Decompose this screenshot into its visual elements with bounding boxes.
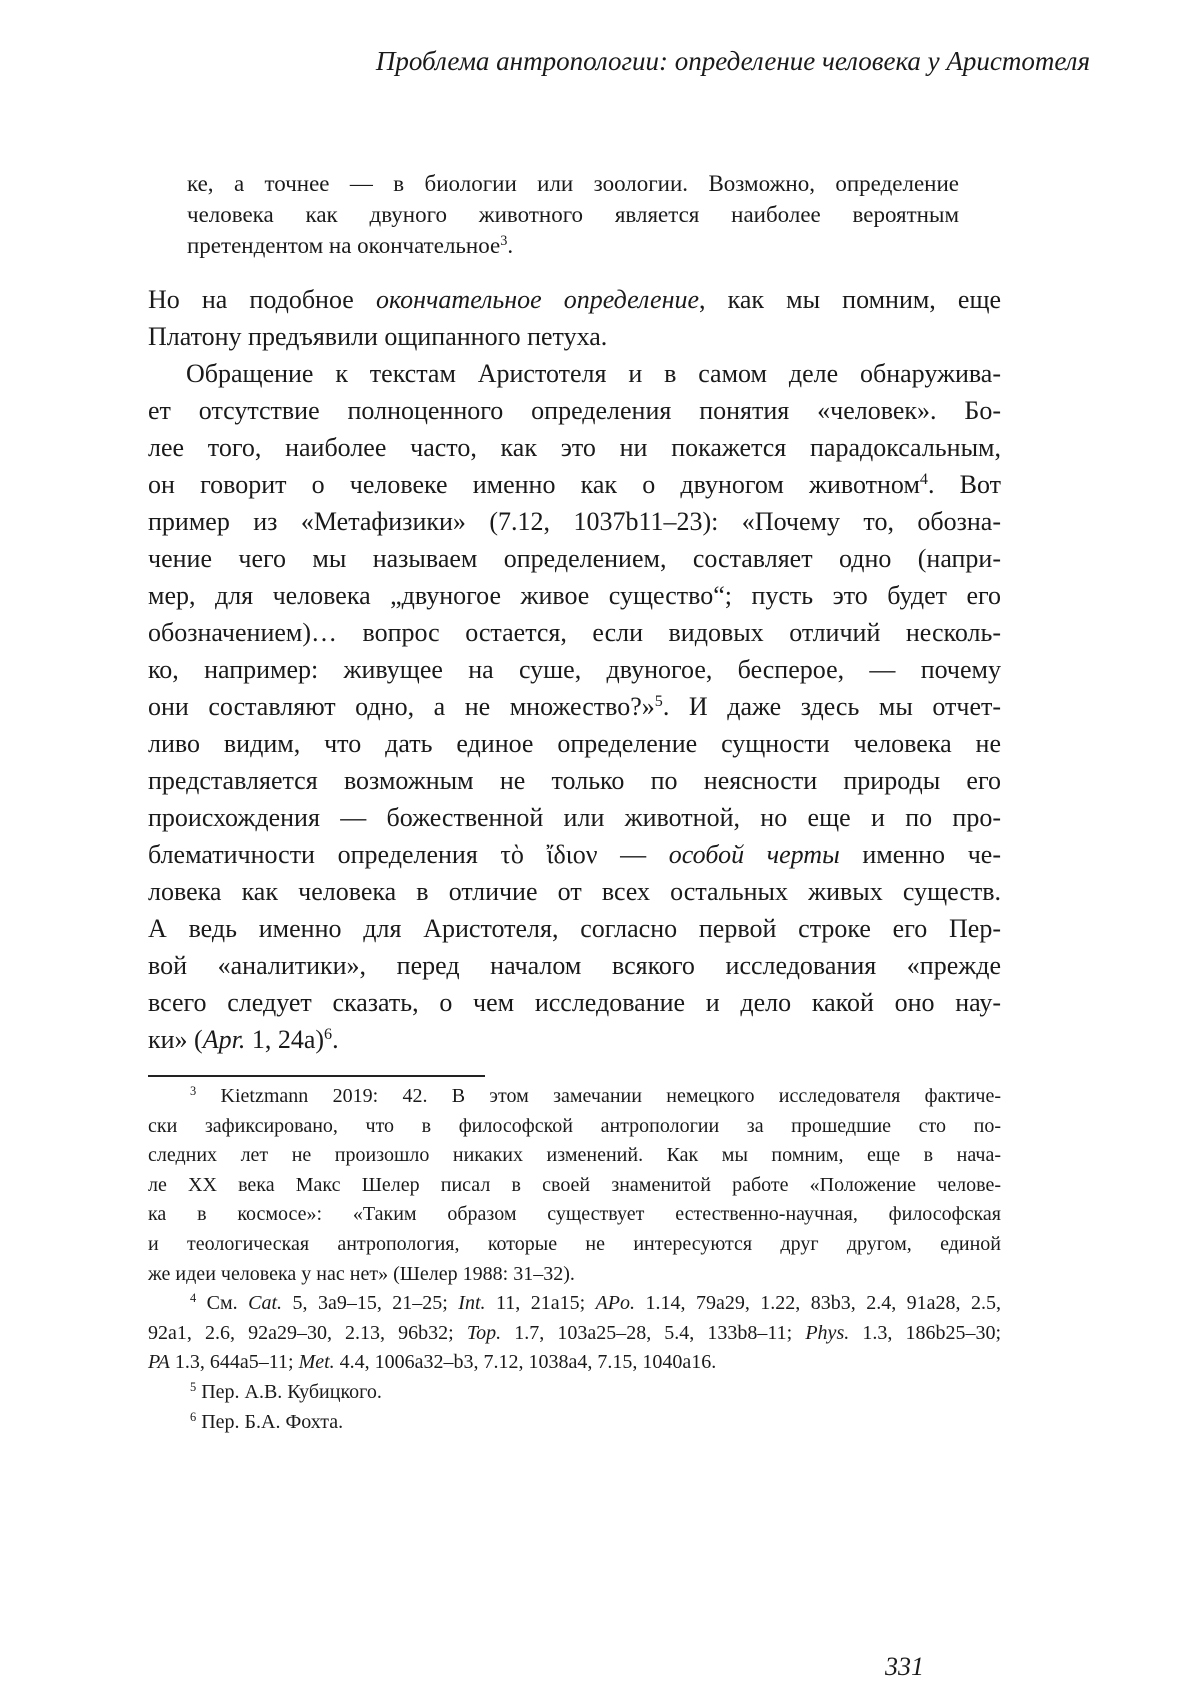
main-text (148, 281, 1001, 1058)
quote-line (187, 230, 959, 261)
paragraph-line (148, 614, 1001, 651)
footnote (148, 1378, 1001, 1408)
text-run: ливо видим, что дать единое определение сущности человека не (148, 729, 1001, 758)
text-run: он говорит о человеке именно как о двуногом животном (148, 470, 920, 499)
running-head: Проблема антропологии: определение человека у Аристотеля (375, 46, 1090, 76)
text-run: лее того, наиболее часто, как это ни покажется парадоксальным, (148, 433, 1001, 462)
text-run: претендентом на окончательное (187, 233, 501, 258)
footnote (148, 1082, 1001, 1289)
italic-run: Top. (466, 1321, 502, 1344)
text-run: Платону предъявили ощипанного петуха. (148, 322, 608, 351)
text-run: происхождения — божественной или животной, но еще и по про- (148, 803, 1001, 832)
paragraph-line (148, 688, 1001, 725)
footnote-line (148, 1171, 1001, 1201)
paragraph-line (148, 984, 1001, 1021)
footnote-line (148, 1112, 1001, 1142)
italic-run: особой черты (668, 840, 840, 869)
footnote-ref: 3 (190, 1084, 197, 1099)
text-run: ко, например: живущее на суше, двуногое, бесперое, — почему (148, 655, 1001, 684)
text-run: , как мы помним, еще (699, 285, 1002, 314)
footnote-ref: 3 (500, 233, 508, 250)
paragraph-line (148, 429, 1001, 466)
page-number: 331 (885, 1652, 924, 1681)
footnote (148, 1289, 1001, 1378)
text-run: А ведь именно для Аристотеля, согласно первой строке его Пер- (148, 914, 1001, 943)
text-run: следних лет не произошло никаких изменений. Как мы помним, еще в нача- (148, 1144, 1001, 1167)
italic-run: Met. (298, 1351, 335, 1374)
text-run: 1, 24a) (245, 1025, 325, 1054)
text-run: ка в космосе»: «Таким образом существует естественно-научная, философская (148, 1203, 1001, 1226)
text-run: 92a1, 2.6, 92a29–30, 2.13, 96b32; (148, 1321, 467, 1344)
text-run: . (332, 1025, 339, 1054)
text-run: . (507, 233, 514, 258)
text-run: Но на подобное (148, 285, 376, 314)
paragraph-line (148, 910, 1001, 947)
text-run: ски зафиксировано, что в философской антропологии за прошедшие сто по- (148, 1114, 1001, 1137)
text-run: . И даже здесь мы отчет- (662, 692, 1002, 721)
text-run: чение чего мы называем определением, составляет одно (напри- (148, 544, 1001, 573)
paragraph-line (148, 466, 1001, 503)
paragraph-line (148, 762, 1001, 799)
text-run: именно че- (839, 840, 1001, 869)
text-run: ки» ( (148, 1025, 203, 1054)
text-run: ет отсутствие полноценного определения понятия «человек». Бо- (148, 396, 1001, 425)
text-run: представляется возможным не только по неясности природы его (148, 766, 1001, 795)
text-run: они составляют одно, а не множество?» (148, 692, 655, 721)
text-run: пример из «Метафизики» (7.12, 1037b11–23): «Почему то, обозна- (148, 507, 1001, 536)
footnote-ref: 5 (654, 693, 663, 711)
paragraph-line (148, 873, 1001, 910)
paragraph (148, 355, 1001, 1058)
italic-run: APo. (595, 1292, 636, 1315)
quote-line (187, 199, 959, 230)
footnote-ref: 6 (190, 1409, 197, 1424)
text-run: Kietzmann 2019: 42. В этом замечании немецкого исследователя фактиче- (196, 1085, 1001, 1107)
paragraph-line (148, 577, 1001, 614)
text-run: человека как двуного животного является наиболее вероятным (187, 202, 959, 227)
italic-run: Int. (458, 1292, 486, 1315)
footnote-line (148, 1141, 1001, 1171)
paragraph-line (148, 836, 1001, 873)
italic-run: окончательное определение (375, 285, 700, 314)
text-run: 11, 21a15; (485, 1292, 596, 1315)
footnote-line (148, 1082, 1001, 1112)
paragraph (148, 281, 1001, 355)
text-run: ловека как человека в отличие от всех остальных живых существ. (148, 877, 1001, 906)
text-run: 1.14, 79a29, 1.22, 83b3, 2.4, 91a28, 2.5, (635, 1292, 1001, 1315)
text-run: 1.7, 103a25–28, 5.4, 133b8–11; (501, 1321, 806, 1344)
text-run: ле XX века Макс Шелер писал в своей знаменитой работе «Положение челове- (148, 1173, 1001, 1196)
italic-run: Cat. (248, 1292, 283, 1315)
footnote-line (148, 1348, 1001, 1378)
text-run: Пер. Б.А. Фохта. (196, 1410, 344, 1433)
footnote-line (148, 1289, 1001, 1319)
text-run: 5, 3a9–15, 21–25; (282, 1292, 459, 1315)
footnote-line (148, 1230, 1001, 1260)
text-run: 1.3, 186b25–30; (849, 1321, 1001, 1344)
footnote-ref: 5 (190, 1380, 197, 1395)
paragraph-line (148, 799, 1001, 836)
text-run: 4.4, 1006a32–b3, 7.12, 1038a4, 7.15, 1040a16. (334, 1351, 717, 1374)
text-run: обозначением)… вопрос остается, если видовых отличий несколь- (148, 618, 1001, 647)
text-run: и теологическая антропология, которые не интересуются друг другом, единой (148, 1232, 1001, 1255)
quote-line (187, 168, 959, 199)
paragraph-line (148, 651, 1001, 688)
footnote (148, 1408, 1001, 1438)
footnote-ref: 4 (919, 471, 928, 489)
text-run: См. (196, 1292, 249, 1315)
text-run: вой «аналитики», перед началом всякого исследования «прежде (148, 951, 1001, 980)
paragraph-line (148, 947, 1001, 984)
text-run: всего следует сказать, о чем исследование и дело какой оно нау- (148, 988, 1001, 1017)
paragraph-line (148, 355, 1001, 392)
text-run: . Вот (927, 470, 1001, 499)
paragraph-line (148, 1021, 1001, 1058)
footnote-divider (148, 1075, 485, 1077)
text-run: Пер. А.В. Кубицкого. (196, 1380, 382, 1403)
paragraph-line (148, 725, 1001, 762)
text-run: же идеи человека у нас нет» (Шелер 1988: 31–32). (148, 1262, 575, 1285)
footnote-line (148, 1260, 1001, 1290)
footnote-line (148, 1378, 1001, 1408)
italic-run: Apr. (202, 1025, 246, 1054)
footnote-line (148, 1319, 1001, 1349)
footnote-line (148, 1200, 1001, 1230)
block-quote (187, 168, 959, 261)
paragraph-line (148, 281, 1001, 318)
footnote-line (148, 1408, 1001, 1438)
paragraph-line (148, 392, 1001, 429)
footnote-ref: 4 (190, 1291, 197, 1306)
italic-run: PA (148, 1351, 170, 1374)
text-run: блематичности определения τὸ ἴδιον — (148, 840, 669, 869)
text-run: 1.3, 644a5–11; (169, 1351, 299, 1374)
italic-run: Phys. (805, 1321, 850, 1344)
text-run: мер, для человека „двуногое живое существо“; пусть это будет его (148, 581, 1001, 610)
paragraph-line (148, 540, 1001, 577)
paragraph-line (148, 318, 1001, 355)
text-run: ке, а точнее — в биологии или зоологии. Возможно, определение (187, 171, 959, 196)
text-run: Обращение к текстам Аристотеля и в самом деле обнаружива- (186, 359, 1001, 388)
paragraph-line (148, 503, 1001, 540)
footnote-ref: 6 (324, 1026, 333, 1044)
footnotes (148, 1082, 1001, 1437)
